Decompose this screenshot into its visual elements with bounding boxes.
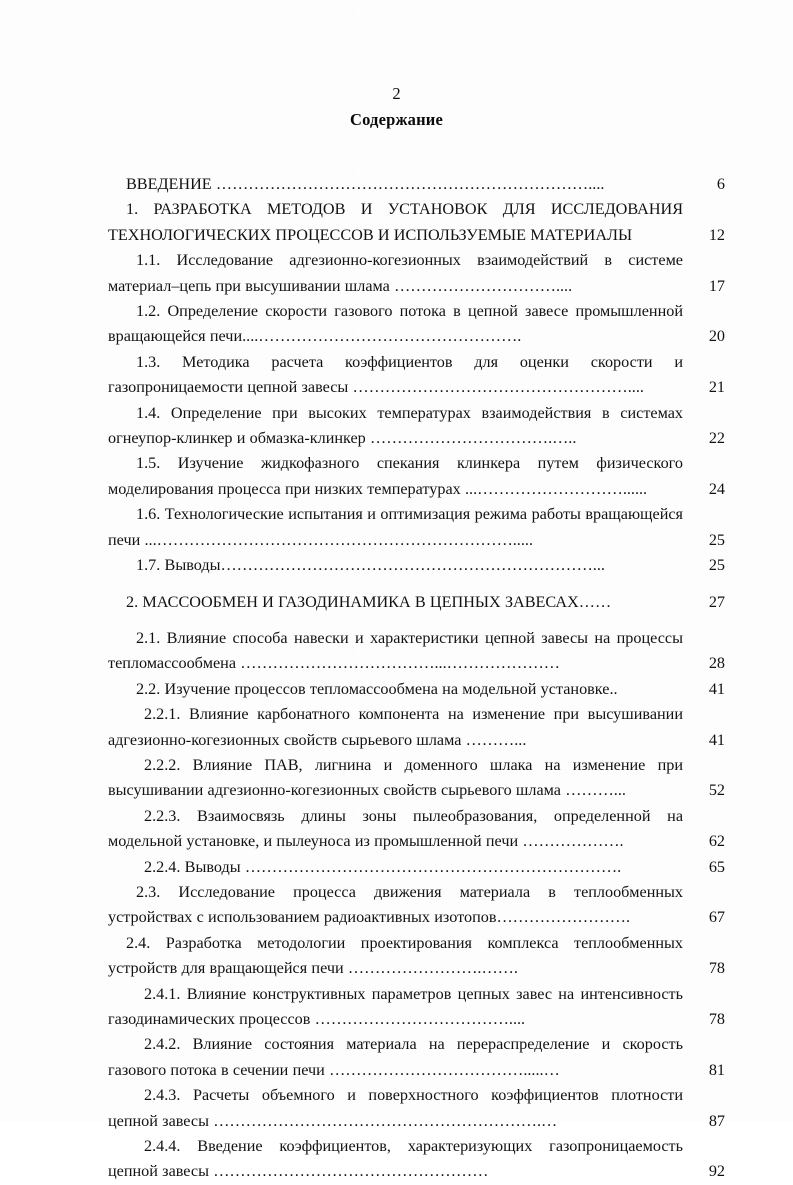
toc-entry-section-2-2[interactable] (108, 677, 725, 702)
toc-entry-page-number: 81 (708, 1060, 725, 1079)
toc-entry-section-1-7[interactable] (108, 553, 725, 578)
toc-entry-page-number: 87 (708, 1111, 725, 1130)
toc-entry-label: 1. РАЗРАБОТКА МЕТОДОВ И УСТАНОВОК ДЛЯ ИССЛЕДОВАНИЯ ТЕХНОЛОГИЧЕСКИХ ПРОЦЕССОВ И ИСПОЛЬЗУЕМЫЕ МАТЕРИАЛЫ (108, 200, 683, 244)
toc-entry-page-number: 92 (708, 1162, 725, 1181)
toc-entry-chapter-1[interactable] (108, 197, 725, 248)
toc-entry-page-number: 21 (708, 378, 725, 397)
toc-entry-section-2-3[interactable] (108, 880, 725, 931)
toc-entry-label: 2.4.2. Влияние состояния материала на перераспределение и скорость газового потока в сечении печи ……………………………….....… (108, 1035, 683, 1079)
toc-entry-page-number: 6 (716, 175, 725, 193)
toc-entry-label: 2.4. Разработка методологии проектирования комплекса теплообменных устройств для вращающейся печи …………………….……. (108, 933, 683, 978)
toc-entry-section-2-4[interactable] (108, 931, 725, 982)
toc-entry-section-2-4-1[interactable] (108, 982, 725, 1033)
toc-entry-label: 2.3. Исследование процесса движения материала в теплообменных устройствах с использованием радиоактивных изотопов……………………. (108, 882, 683, 927)
toc-entry-label: 2.2. Изучение процессов тепломассообмена на модельной установке.. (136, 679, 618, 698)
toc-entry-section-2-4-3[interactable] (108, 1083, 725, 1134)
toc-entry-label: 1.4. Определение при высоких температурах взаимодействия в системах огнеупор-клинкер и обмазка-клинкер …………………………….….. (108, 403, 683, 448)
toc-spacer (108, 579, 725, 590)
toc-entry-label: 2.2.3. Взаимосвязь длины зоны пылеобразования, определенной на модельной установке, и пылеуноса из промышленной печи ………………. (108, 806, 683, 851)
page-number-folio: 2 (392, 84, 401, 103)
toc-entry-label: 2. МАССООБМЕН И ГАЗОДИНАМИКА В ЦЕПНЫХ ЗАВЕСАХ…… (126, 592, 612, 611)
toc-entry-page-number: 28 (708, 654, 725, 673)
toc-entry-label: 2.2.4. Выводы ……………………………………………………………. (144, 857, 622, 876)
toc-entry-chapter-2[interactable] (108, 590, 725, 615)
toc-entry-label: 2.4.3. Расчеты объемного и поверхностного коэффициентов плотности цепной завесы …………………………………………………….… (108, 1086, 683, 1130)
toc-entry-label: 2.1. Влияние способа навески и характеристики цепной завесы на процессы тепломассообмена ………………………………...………………… (108, 628, 683, 673)
toc-entry-page-number: 12 (708, 225, 725, 244)
toc-entry-label: 2.4.4. Введение коэффициентов, характеризующих газопроницаемость цепной завесы …………………………………………… (108, 1137, 683, 1181)
toc-entry-label: 2.2.1. Влияние карбонатного компонента на изменение при высушивании адгезионно-когезионных свойств сырьевого шлама ………... (108, 705, 683, 749)
toc-entry-label: 2.2.2. Влияние ПАВ, лигнина и доменного шлака на изменение при высушивании адгезионно-когезионных свойств сырьевого шлама ………... (108, 755, 683, 800)
toc-entry-page-number: 20 (708, 327, 725, 346)
toc-entry-label: 1.2. Определение скорости газового потока в цепной завесе промышленной вращающейся печи....…………………………………………. (108, 302, 683, 346)
toc-entry-section-1-2[interactable] (108, 299, 725, 350)
toc-entry-section-2-4-2[interactable] (108, 1032, 725, 1083)
toc-entry-vvedenie[interactable] (108, 172, 725, 197)
toc-entry-label: 2.4.1. Влияние конструктивных параметров цепных завес на интенсивность газодинамических процессов ……………………………….... (108, 984, 683, 1028)
toc-entry-page-number: 52 (708, 781, 725, 800)
toc-entry-section-1-5[interactable] (108, 451, 725, 502)
toc-entry-label: 1.5. Изучение жидкофазного спекания клинкера путем физического моделирования процесса при низких температурах ...………………………...... (108, 454, 683, 498)
toc-entry-page-number: 41 (708, 730, 725, 749)
toc-entry-section-2-4-4[interactable] (108, 1134, 725, 1185)
toc-entry-section-1-4[interactable] (108, 401, 725, 452)
toc-entry-page-number: 22 (708, 429, 725, 448)
toc-spacer (108, 615, 725, 626)
toc-entry-page-number: 17 (708, 276, 725, 295)
toc-entry-section-2-1[interactable] (108, 626, 725, 677)
toc-entry-section-2-2-3[interactable] (108, 804, 725, 855)
toc-entry-page-number: 65 (708, 857, 725, 876)
toc-entry-page-number: 62 (708, 832, 725, 851)
toc-entry-label: ВВЕДЕНИЕ …………………………………………………………….... (126, 175, 605, 193)
toc-entry-page-number: 24 (708, 479, 725, 498)
toc-entry-page-number: 25 (708, 530, 725, 549)
toc-entry-label: 1.3. Методика расчета коэффициентов для оценки скорости и газопроницаемости цепной завесы …………………………………………….... (108, 352, 683, 397)
toc-entry-section-1-3[interactable] (108, 350, 725, 401)
toc-entry-label: 1.1. Исследование адгезионно-когезионных взаимодействий в системе материал–цепь при высушивании шлама ………………………….... (108, 251, 683, 295)
page-title: Содержание (349, 110, 444, 129)
toc-entry-page-number: 67 (708, 908, 725, 927)
toc-entry-label: 1.7. Выводы……………………………………………………………... (136, 556, 605, 575)
toc-entry-section-2-2-1[interactable] (108, 702, 725, 753)
toc-entry-page-number: 27 (708, 592, 725, 611)
toc-entry-page-number: 78 (708, 1010, 725, 1028)
table-of-contents (108, 172, 725, 1185)
toc-entry-page-number: 25 (708, 556, 725, 575)
toc-entry-section-2-2-2[interactable] (108, 753, 725, 804)
toc-entry-section-1-1[interactable] (108, 248, 725, 299)
toc-entry-page-number: 41 (708, 679, 725, 698)
toc-entry-label: 1.6. Технологические испытания и оптимизация режима работы вращающейся печи ...…………………………………………………………..... (108, 505, 683, 549)
toc-entry-section-1-6[interactable] (108, 502, 725, 553)
toc-entry-page-number: 78 (708, 959, 725, 978)
toc-entry-section-2-2-4[interactable] (108, 855, 725, 880)
